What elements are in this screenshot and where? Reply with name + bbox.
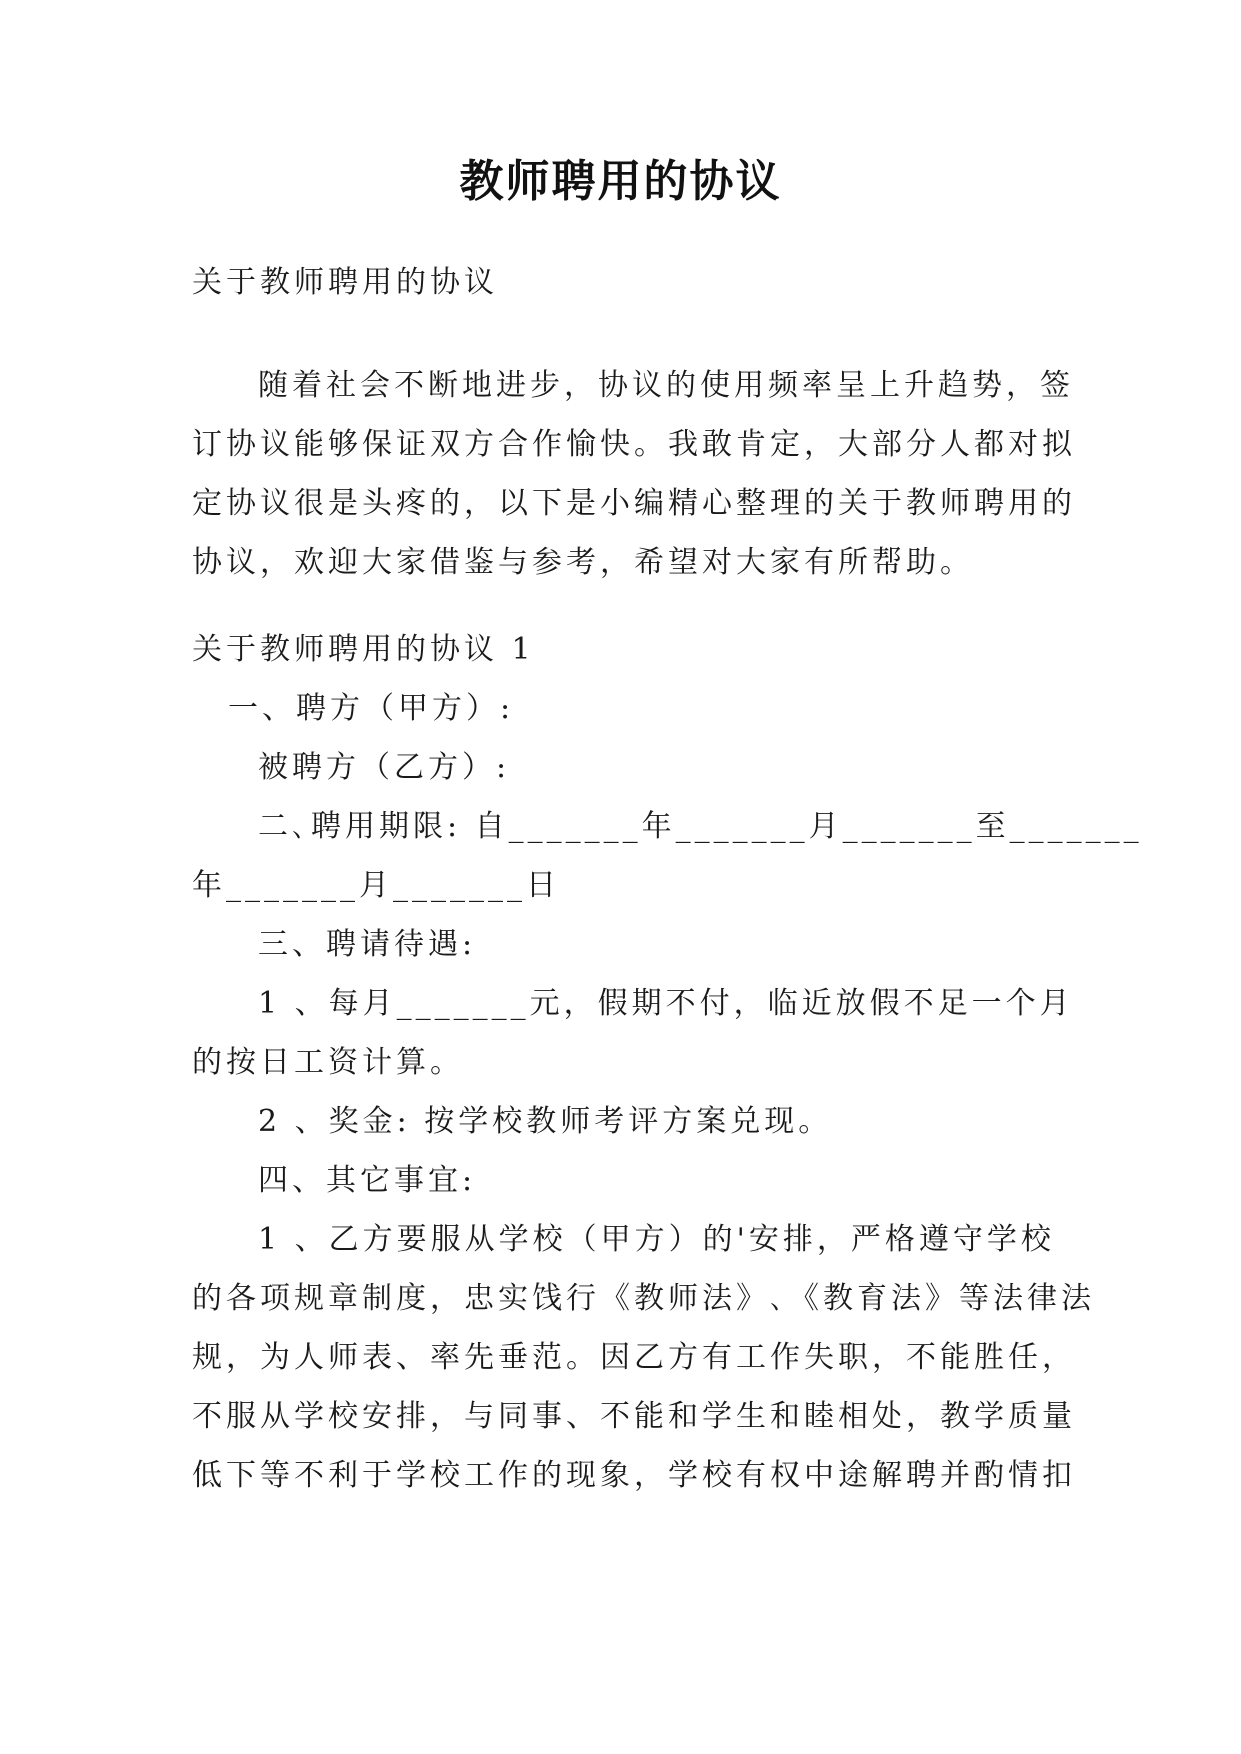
clause-employee: 被聘方（乙方）:	[258, 750, 511, 785]
document-subtitle	[192, 253, 1058, 312]
clause-other-item-1-line-1: 1 、乙方要服从学校（甲方）的'安排，严格遵守学校	[258, 1222, 1055, 1257]
document-title: 教师聘用的协议	[459, 156, 782, 207]
agreement-body	[192, 620, 1143, 1505]
clause-other-item-1-line-3: 规，为人师表、率先垂范。因乙方有工作失职，不能胜任，	[192, 1340, 1076, 1375]
clause-employer: 一、聘方（甲方）:	[228, 691, 515, 726]
clause-other-item-1-line-5: 低下等不利于学校工作的现象，学校有权中途解聘并酌情扣	[192, 1458, 1076, 1493]
intro-line-2: 订协议能够保证双方合作愉快。我敢肯定，大部分人都对拟	[192, 427, 1076, 462]
clause-pay-item-1-line-1: 1 、每月_______元，假期不付，临近放假不足一个月	[258, 986, 1074, 1021]
clause-other-heading: 四、其它事宜:	[258, 1163, 477, 1198]
intro-line-3: 定协议很是头疼的，以下是小编精心整理的关于教师聘用的	[192, 486, 1076, 521]
clause-other-item-1-line-2: 的各项规章制度，忠实饯行《教师法》､《教育法》等法律法	[192, 1281, 1095, 1316]
clause-pay-item-1-line-2: 的按日工资计算。	[192, 1045, 464, 1080]
clause-pay-heading: 三、聘请待遇:	[258, 927, 477, 962]
clause-pay-item-2: 2 、奖金: 按学校教师考评方案兑现。	[258, 1104, 833, 1139]
intro-line-1: 随着社会不断地进步，协议的使用频率呈上升趋势，签	[258, 368, 1074, 403]
section-heading: 关于教师聘用的协议 1	[192, 632, 535, 667]
intro-paragraph	[192, 356, 1076, 592]
intro-line-4: 协议，欢迎大家借鉴与参考，希望对大家有所帮助。	[192, 545, 974, 580]
clause-term-line-2: 年_______月_______日	[192, 868, 560, 903]
clause-term-line-1: 二､聘用期限: 自_______年_______月_______至_______	[258, 809, 1143, 844]
subtitle-line: 关于教师聘用的协议	[192, 265, 498, 300]
clause-other-item-1-line-4: 不服从学校安排，与同事、不能和学生和睦相处，教学质量	[192, 1399, 1076, 1434]
